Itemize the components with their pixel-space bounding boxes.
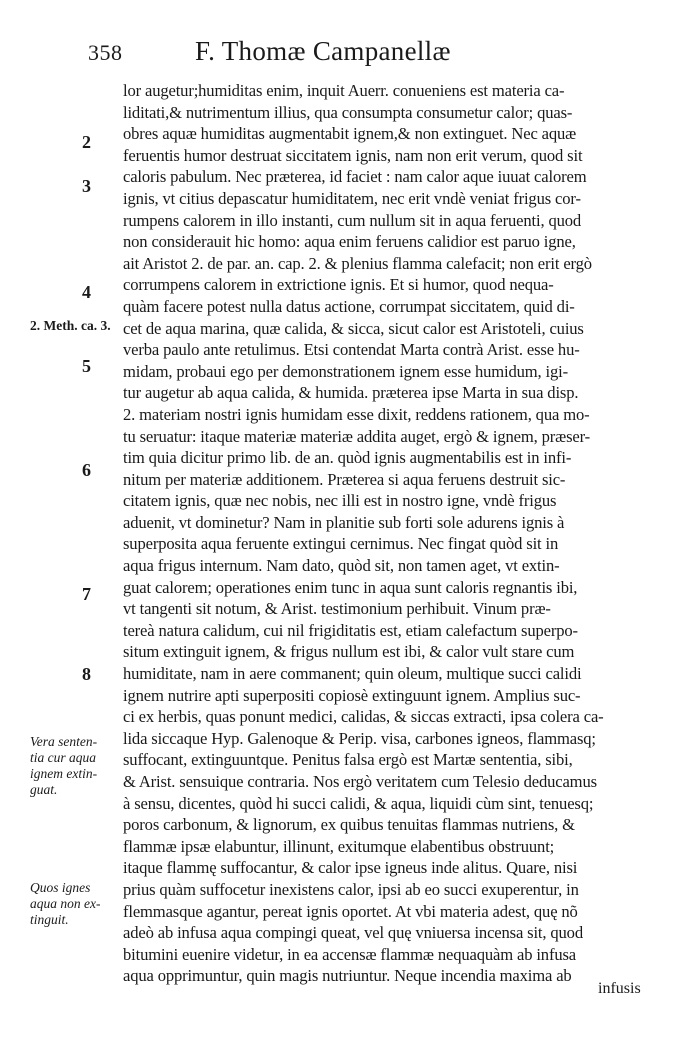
verse-number: 5 (82, 356, 91, 376)
text-line: situm extinguit ignem, & frigus nullum est ibi, & calor vult stare cum (123, 642, 575, 662)
page-number: 358 (88, 40, 123, 65)
text-line: aqua opprimuntur, quin magis nutriuntur. Neque incendia maxima ab (123, 966, 572, 986)
catchword: infusis (598, 980, 641, 997)
side-note-line: tia cur aqua (30, 750, 96, 765)
verse-number: 3 (82, 176, 91, 196)
text-line: adeò ab infusa aqua compingi queat, vel quę vniuersa incensa sit, quod (123, 923, 583, 943)
side-note (30, 734, 97, 798)
text-line: tur augetur ab aqua calida, & humida. præterea ipse Marta in sua disp. (123, 383, 579, 403)
side-note-line: ignem extin- (30, 766, 98, 781)
text-line: corrumpens calorem in extrictione ignis. Et si humor, quod nequa- (123, 275, 554, 295)
text-line: ci ex herbis, quas ponunt medici, calidas, & siccas extracti, ipsa colera ca- (123, 707, 604, 727)
text-line: rumpens calorem in illo instanti, cum nullum sit in aqua feruenti, quod (123, 210, 582, 230)
text-line: ignis, vt citius depascatur humiditatem, nec erit vndè veniat frigus cor- (123, 188, 581, 208)
side-note-line: Vera senten- (30, 734, 98, 749)
text-line: cet de aqua marina, quæ calida, & sicca, sicut calor est Aristoteli, cuius (123, 318, 584, 338)
text-line: tu seruatur: itaque materiæ materiæ addita auget, ergò & ignem, præser- (123, 426, 591, 446)
text-line: humiditate, nam in aere commanent; quin oleum, multique succi calidi (123, 664, 582, 684)
text-line: itaque flammę suffocantur, & calor ipse igneus inde alitus. Quare, nisi (123, 858, 578, 878)
text-line: flammæ ipsæ elabuntur, illinunt, exitumque elabentibus obstruunt; (123, 836, 555, 856)
text-line: lor augetur;humiditas enim, inquit Auerr. conueniens est materia ca- (123, 81, 565, 100)
verse-number: 7 (82, 584, 91, 604)
body-text (123, 80, 678, 987)
text-line: flemmasque agantur, pereat ignis oportet. At vbi materia adest, quę nõ (123, 901, 578, 921)
side-note-line: aqua non ex- (30, 896, 101, 911)
text-line: feruentis humor destruat siccitatem ignis, nam non erit verum, quod sit (123, 145, 583, 165)
verse-number: 6 (82, 460, 91, 480)
running-head: F. Thomæ Campanellæ (195, 36, 451, 66)
text-line: verba paulo ante retulimus. Etsi contendat Marta contrà Arist. esse hu- (123, 340, 580, 360)
text-line: citatem ignis, quæ nec nobis, nec illi est in nostro igne, vndè frigus (123, 491, 557, 511)
text-line: aqua frigus internum. Nam dato, quòd sit, non tamen aget, vt extin- (123, 556, 560, 576)
text-line: quàm facere potest nulla datus actione, corrumpat siccitatem, quid di- (123, 296, 575, 316)
text-line: obres aquæ humiditas augmentabit ignem,& non extinguet. Nec aquæ (123, 124, 577, 144)
side-note-line: tinguit. (30, 912, 69, 927)
text-line: vt tangenti sit notum, & Arist. testimonium perhibuit. Vinum præ- (123, 599, 551, 619)
text-line: suffocant, extinguuntque. Penitus falsa ergò est Martæ sententia, sibi, (123, 750, 573, 770)
text-line: nitum per materiæ additionem. Præterea si aqua feruens destruit sic- (123, 469, 566, 489)
text-line: superposita aqua feruente extingui cernimus. Nec fingat quòd sit in (123, 534, 559, 554)
text-line: bitumini euenire videtur, in ea accensæ flammæ nequaquàm ab infusa (123, 944, 576, 964)
text-line: 2. materiam nostri ignis humidam esse dixit, reddens rationem, qua mo- (123, 404, 590, 424)
side-reference: 2. Meth. ca. 3. (30, 318, 111, 333)
text-line: midam, probaui ego per demonstrationem ignem esse humidum, igi- (123, 361, 568, 381)
text-line: aduenit, vt dominetur? Nam in planitie sub forti sole adurens ignis à (123, 512, 565, 532)
text-line: & Arist. sensuique contraria. Nos ergò veritatem cum Telesio deducamus (123, 772, 597, 791)
text-line: à sensu, dicentes, quòd hi succi calidi, & aqua, liquidi cùm sint, tenuesq; (123, 793, 594, 813)
text-line: poros carbonum, & lignorum, ex quibus tenuitas flammas nutriens, & (123, 815, 575, 835)
text-line: ignem nutrire apti superpositi copiosè extinguunt ignem. Amplius suc- (123, 685, 581, 705)
side-note-line: Quos ignes (30, 880, 91, 895)
verse-number: 8 (82, 664, 91, 684)
text-line: tim quia dicitur primo lib. de an. quòd ignis augmentabilis est in infi- (123, 448, 572, 468)
text-line: non considerauit hic homo: aqua enim feruens calidior est paruo igne, (123, 232, 576, 252)
text-line: guat calorem; operationes enim tunc in aqua sunt caloris regnantis ibi, (123, 577, 578, 597)
text-line: lida siccaque Hyp. Galenoque & Perip. visa, carbones igneos, flammasq; (123, 728, 596, 748)
text-line: prius quàm suffocetur inexistens calor, ipsi ab eo succi exuperentur, in (123, 879, 579, 899)
side-note-line: guat. (30, 782, 58, 797)
verse-number: 2 (82, 132, 91, 152)
text-line: tereà natura calidum, cui nil frigiditatis est, etiam calefactum superpo- (123, 620, 578, 640)
text-line: liditati,& nutrimentum illius, qua consumpta consumetur calor; quas- (123, 102, 573, 122)
text-line: caloris pabulum. Nec præterea, id faciet : nam calor aque iuuat calorem (123, 167, 587, 187)
verse-number: 4 (82, 282, 91, 302)
text-line: ait Aristot 2. de par. an. cap. 2. & plenius flamma calefacit; non erit ergò (123, 253, 592, 273)
side-note (30, 880, 100, 928)
